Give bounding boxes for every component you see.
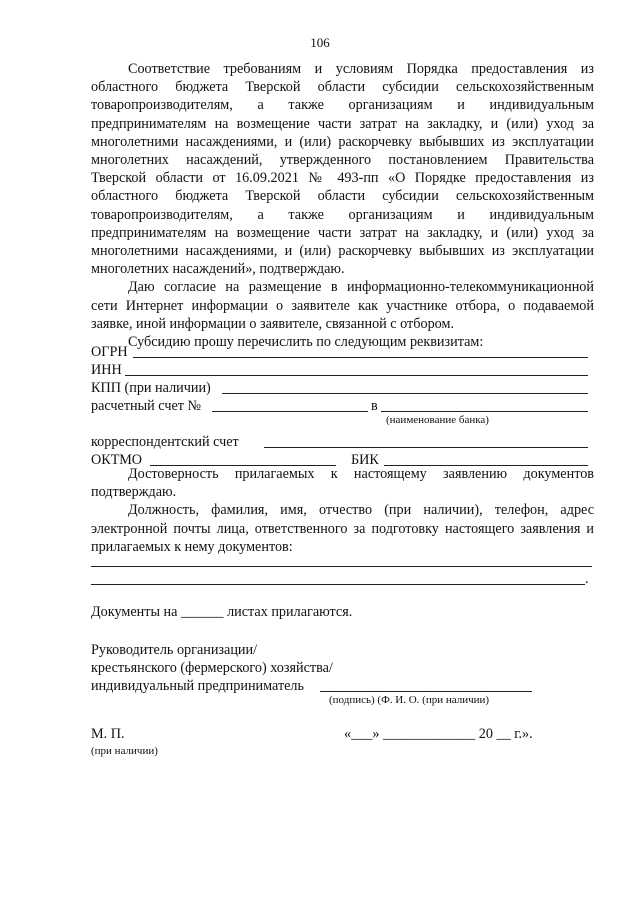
date-month-field[interactable]: _____________ [383, 726, 476, 742]
signature-line-2: крестьянского (фермерского) хозяйства/ [91, 660, 333, 676]
responsible-person-field-2[interactable] [91, 584, 585, 585]
account-label: расчетный счет № [91, 398, 202, 414]
documents-suffix: листах прилагаются. [227, 604, 353, 620]
ogrn-field[interactable] [133, 357, 588, 358]
signature-line-1: Руководитель организации/ [91, 642, 258, 658]
bank-preposition: в [371, 398, 378, 414]
bank-name-caption: (наименование банка) [386, 414, 489, 426]
documents-line [91, 603, 352, 621]
stamp-label: М. П. [91, 726, 125, 742]
date-suffix: г.». [514, 726, 533, 742]
documents-prefix: Документы на [91, 604, 178, 620]
signature-caption: (подпись) (Ф. И. О. (при наличии) [329, 694, 490, 706]
account-field[interactable] [212, 411, 368, 412]
date-line [344, 725, 533, 743]
kpp-field[interactable] [222, 393, 588, 394]
date-year-field[interactable]: __ [496, 726, 511, 742]
date-close-quote: » [372, 726, 380, 742]
compliance-paragraph: Соответствие требованиям и условиям Порядка предоставления из областного бюджета Тверской области субсидии сельскохозяйственным товаропроизводителям, а также организациям и индивидуальным предпринимателям на возмещение части затрат на закладку, и (или) уход за многолетними насаждениями, и (или) раскорчевку выбывших из эксплуатации многолетних насаждений, утвержденного постановлением Правительства Тверской области от 16.09.2021 № 493-пп «О Порядке предоставления из областного бюджета Тверской области субсидии сельскохозяйственным товаропроизводителям, а также организациям и индивидуальным предпринимателям на возмещение части затрат на закладку, и (или) уход за многолетними насаждениями, и (или) раскорчевку выбывших из эксплуатации многолетних насаждений», подтверждаю. [91, 61, 594, 278]
reliability-paragraph: Достоверность прилагаемых к настоящему заявлению документов подтверждаю. [91, 466, 594, 501]
kpp-label: КПП (при наличии) [91, 380, 211, 396]
inn-label: ИНН [91, 362, 122, 378]
page-number: 106 [310, 35, 330, 50]
ogrn-label: ОГРН [91, 344, 128, 360]
bank-name-field[interactable] [381, 411, 588, 412]
corr-account-field[interactable] [264, 447, 588, 448]
line-end-dot: . [585, 571, 589, 587]
responsible-person-field-1[interactable] [91, 566, 592, 567]
requisites-intro: Субсидию прошу перечислить по следующим реквизитам: [128, 334, 484, 351]
responsible-person-paragraph: Должность, фамилия, имя, отчество (при наличии), телефон, адрес электронной почты лица, ответственного за подготовку настоящего заявления и прилагаемых к нему документов: [91, 502, 594, 555]
stamp-caption: (при наличии) [91, 745, 158, 757]
date-open-quote: « [344, 726, 352, 742]
date-year-prefix: 20 [478, 726, 493, 742]
signature-line-3: индивидуальный предприниматель [91, 678, 304, 694]
bik-label: БИК [351, 452, 379, 468]
date-day-field[interactable]: ___ [351, 726, 373, 742]
consent-paragraph: Даю согласие на размещение в информационно-телекоммуникационной сети Интернет информации о заявителе как участнике отбора, о подаваемой заявке, иной информации о заявителе, связанной с отбором. [91, 279, 594, 332]
body-text-2 [91, 465, 594, 556]
corr-account-label: корреспондентский счет [91, 434, 239, 450]
inn-field[interactable] [125, 375, 588, 376]
oktmo-label: ОКТМО [91, 452, 143, 468]
documents-count-field[interactable]: ______ [180, 604, 224, 620]
body-text [91, 60, 594, 351]
signature-field[interactable] [320, 691, 532, 692]
